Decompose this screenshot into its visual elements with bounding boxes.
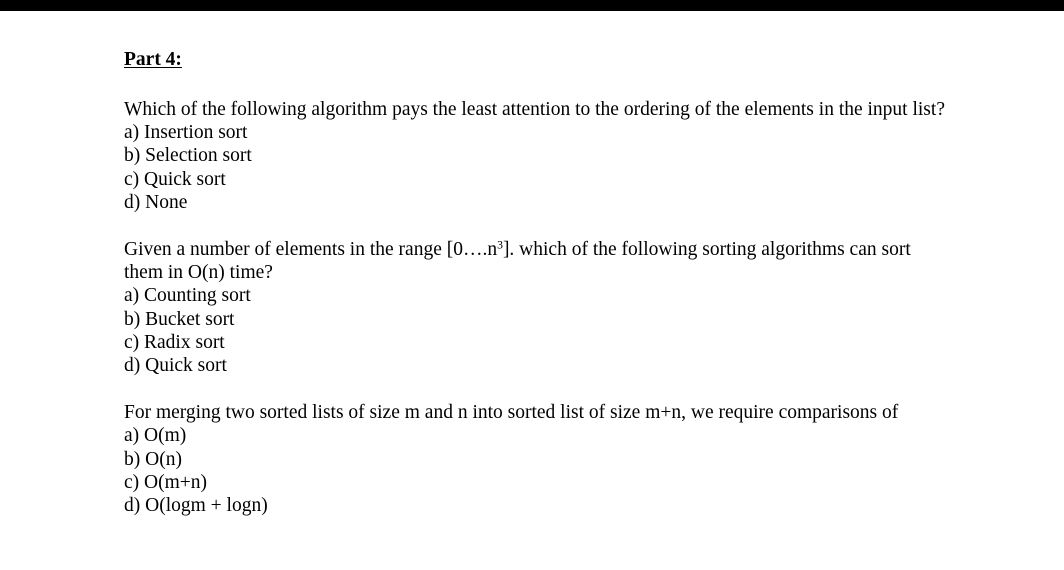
option-b: b) Selection sort	[124, 145, 252, 167]
document-page	[124, 46, 954, 541]
option-d: d) O(logm + logn)	[124, 495, 268, 517]
option-c: c) Quick sort	[124, 168, 226, 190]
option-c: c) Radix sort	[124, 331, 225, 353]
question-text	[124, 238, 954, 284]
option-a: a) Counting sort	[124, 285, 251, 307]
part-heading: Part 4:	[124, 49, 182, 70]
option-d: d) None	[124, 191, 188, 213]
option-a: a) Insertion sort	[124, 122, 248, 144]
question-text: For merging two sorted lists of size m and n into sorted list of size m+n, we require comparisons of	[124, 402, 899, 424]
question-3	[124, 401, 954, 517]
option-b: b) O(n)	[124, 448, 182, 470]
option-c: c) O(m+n)	[124, 471, 208, 493]
option-b: b) Bucket sort	[124, 308, 235, 330]
superscript: 3	[497, 238, 503, 252]
question-text-part: ]. which of the following sorting algorithms can sort them in O(n) time?	[124, 239, 911, 284]
question-1	[124, 98, 954, 214]
window-top-bar	[0, 0, 1064, 11]
option-a: a) O(m)	[124, 425, 187, 447]
option-d: d) Quick sort	[124, 355, 227, 377]
question-2	[124, 238, 954, 377]
question-text: Which of the following algorithm pays the least attention to the ordering of the elements in the input list?	[124, 99, 945, 120]
question-text-part: Given a number of elements in the range [0….n	[124, 239, 498, 261]
